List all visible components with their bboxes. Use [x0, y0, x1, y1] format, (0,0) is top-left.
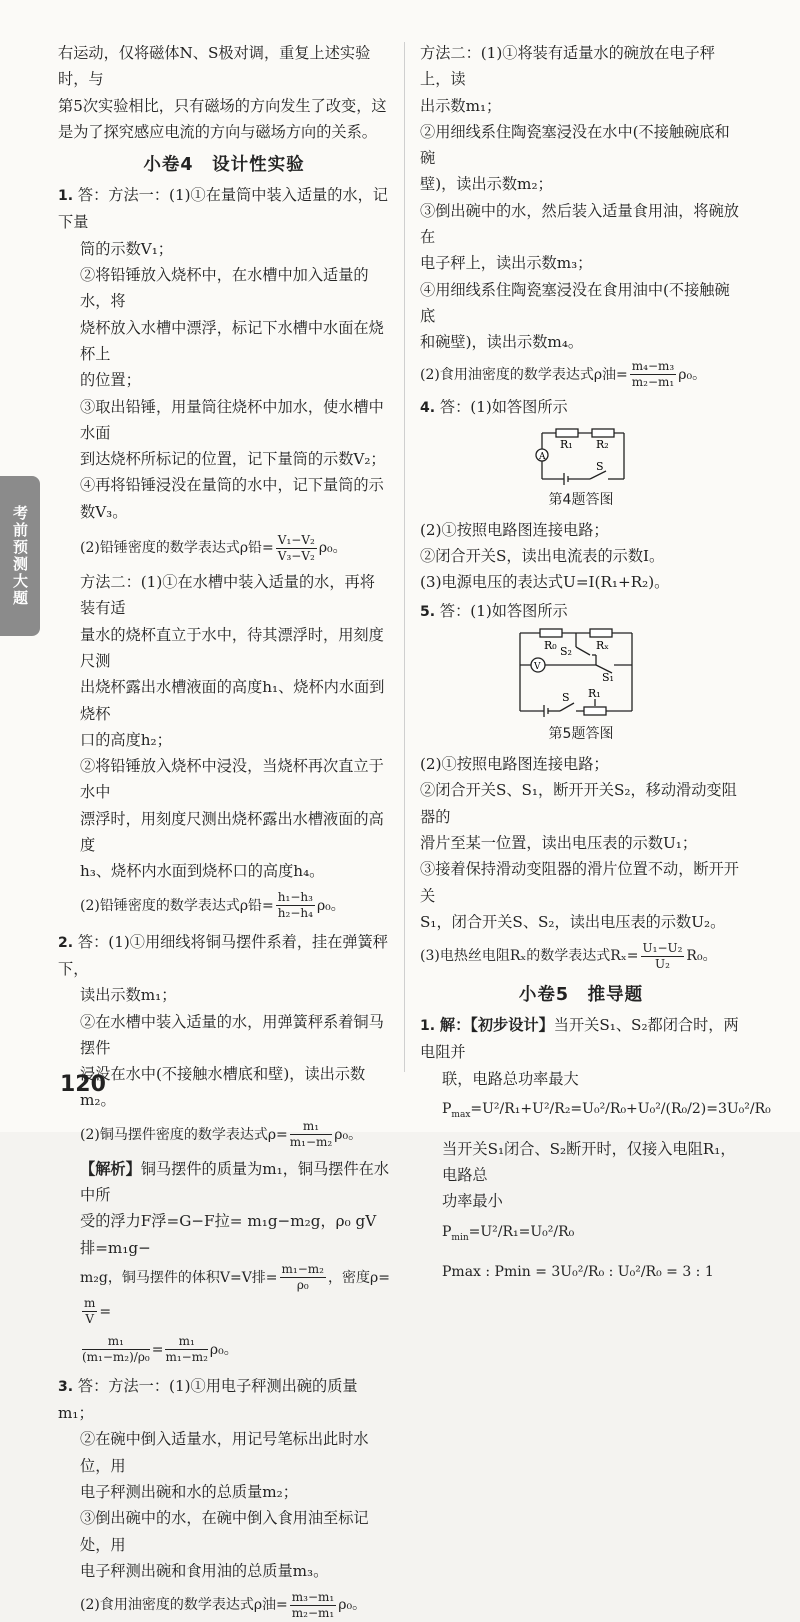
text-line: ③倒出碗中的水，在碗中倒入食用油至标记处，用 [80, 1509, 369, 1554]
text-line: 答：(1)如答图所示 [439, 601, 568, 620]
denominator: V₃−V₂ [277, 548, 315, 563]
text-line: h₃、烧杯内水面到烧杯口的高度h₄。 [80, 862, 325, 881]
question-3 [58, 1373, 390, 1622]
formula-prefix: (2)食用油密度的数学表达式ρ油= [80, 1597, 288, 1614]
side-tab: 考前预测大题 [0, 476, 40, 636]
formula-suffix: ρ₀。 [338, 1597, 367, 1614]
text-line: 右运动，仅将磁体N、S极对调，重复上述实验时，与 [58, 44, 371, 89]
text-line: ③取出铅锤，用量筒往烧杯中加水，使水槽中水面 [80, 397, 384, 442]
formula-suffix: ρ₀。 [334, 1126, 363, 1143]
formula-prefix: (3)电热丝电阻Rₓ的数学表达式Rₓ= [420, 948, 639, 965]
text-line: 功率最小 [442, 1192, 503, 1211]
switch-label: S [562, 691, 570, 705]
formula-text: = [99, 1303, 112, 1320]
right-column [420, 40, 771, 1289]
text-line: ④再将铅锤浸没在量筒的水中，记下量筒的示 [80, 476, 384, 495]
numerator: m₄−m₃ [631, 359, 675, 374]
formula [58, 1118, 390, 1152]
text-line: 电子秤上，读出示数m₃； [420, 254, 593, 273]
circuit-diagram-5 [420, 625, 742, 723]
fraction [276, 533, 317, 564]
text-line: (2)①按照电路图连接电路； [420, 520, 609, 539]
analysis-line [58, 1156, 390, 1209]
numerator: m₁ [82, 1334, 150, 1350]
formula-subscript: min [451, 1232, 469, 1243]
text-line: 数V₃。 [80, 502, 128, 521]
numerator: U₁−U₂ [642, 940, 683, 955]
fraction [641, 941, 685, 972]
text-line: 方法二：(1)①将装有适量水的碗放在电子秤上，读 [420, 44, 715, 89]
analysis-tag: 【解析】 [80, 1159, 141, 1178]
formula [420, 939, 742, 973]
switch-label: S [596, 459, 604, 473]
page-number: 120 [60, 1072, 106, 1097]
question-number: 4. [420, 399, 436, 416]
text-line: 联，电路总功率最大 [442, 1069, 579, 1088]
text-line: 漂浮时，用刻度尺测出烧杯露出水槽液面的高度 [80, 809, 384, 855]
left-column [58, 40, 390, 1622]
text-line: ②将铅锤放入烧杯中，在水槽中加入适量的水，将 [80, 266, 369, 311]
text-line: 电子秤测出碗和水的总质量m₂； [80, 1483, 298, 1502]
text-line: 浸没在水中(不接触水槽底和壁)，读出示数m₂。 [80, 1065, 366, 1110]
formula-prefix: (2)食用油密度的数学表达式ρ油= [420, 366, 628, 383]
text-line: 烧杯放入水槽中漂浮，标记下水槽中水面在烧杯上 [80, 318, 384, 363]
question-number: 3. [58, 1378, 74, 1395]
section-title-5: 小卷5 推导题 [518, 985, 644, 1006]
text-line: ④用细线系住陶瓷塞浸没在食用油中(不接触碗底 [420, 280, 730, 325]
fraction [280, 1262, 326, 1293]
formula [58, 889, 390, 923]
formula-suffix: ρ₀。 [318, 540, 347, 557]
denominator: m₁−m₂ [165, 1350, 208, 1365]
numerator: h₁−h₃ [277, 890, 313, 905]
text-line: ②在水槽中装入适量的水，用弹簧秤系着铜马摆件 [80, 1012, 384, 1057]
text-line: 答：方法一：(1)①用电子秤测出碗的质量m₁； [58, 1376, 358, 1423]
formula-pmax [420, 1092, 771, 1132]
formula-expression: =U²/R₁+U²/R₂=U₀²/R₀+U₀²/(R₀/2)=3U₀²/R₀ [470, 1101, 771, 1118]
text-line: 受的浮力F浮=G−F拉= m₁g−m₂g，ρ₀ gV排=m₁g− [80, 1212, 377, 1257]
solution-tag: 解：【初步设计】 [439, 1016, 554, 1035]
text-line: 壁)，读出示数m₂； [420, 175, 553, 194]
fraction [276, 890, 315, 921]
question-number: 5. [420, 603, 436, 620]
denominator: (m₁−m₂)/ρ₀ [82, 1350, 150, 1365]
text-line: ③倒出碗中的水，然后装入适量食用油，将碗放在 [420, 201, 739, 247]
section-title-4: 小卷4 设计性实验 [143, 155, 305, 176]
numerator: m₁ [165, 1334, 207, 1350]
text-line: ②用细线系住陶瓷塞浸没在水中(不接触碗底和碗 [420, 122, 730, 168]
fraction [290, 1590, 336, 1621]
formula-pmin [420, 1215, 742, 1255]
fraction [290, 1119, 332, 1150]
formula [58, 1333, 390, 1367]
text-line: 出示数m₁； [420, 96, 502, 115]
text-line: 是为了探究感应电流的方向与磁场方向的关系。 [58, 122, 377, 141]
text-line: ②闭合开关S，读出电流表的示数I。 [420, 547, 665, 566]
numerator: m₁ [290, 1119, 332, 1135]
formula-prefix: (2)铅锤密度的数学表达式ρ铅= [80, 540, 274, 557]
denominator: m₁−m₂ [289, 1135, 333, 1150]
text-line: ②在碗中倒入适量水，用记号笔标出此时水位，用 [80, 1430, 369, 1475]
ammeter-label: A [539, 451, 546, 462]
text-line: (2)①按照电路图连接电路； [420, 755, 609, 774]
formula-symbol: P [442, 1223, 452, 1240]
text-line: 和碗壁)，读出示数m₄。 [420, 333, 584, 352]
text-line: ③接着保持滑动变阻器的滑片位置不动，断开开关 [420, 860, 739, 905]
numerator: V₁−V₂ [277, 532, 315, 547]
denominator: h₂−h₄ [277, 906, 313, 921]
formula-ratio: Pmax : Pmin = 3U₀²/R₀ : U₀²/R₀ = 3 : 1 [442, 1263, 714, 1280]
formula-subscript: max [451, 1109, 471, 1120]
formula-suffix: ρ₀。 [678, 366, 707, 383]
text-line: 铜马摆件的质量为m₁，铜马摆件在水中所 [80, 1159, 390, 1204]
text-line: 电子秤测出碗和食用油的总质量m₃。 [80, 1561, 329, 1580]
formula [58, 1588, 390, 1622]
question-2 [58, 929, 390, 1367]
formula [420, 358, 742, 392]
voltmeter-label: V [534, 662, 541, 673]
figure-caption: 第5题答图 [548, 726, 614, 743]
text-line: ②将铅锤放入烧杯中浸没，当烧杯再次直立于水中 [80, 757, 384, 802]
text-line: 答：(1)①用细线将铜马摆件系着，挂在弹簧秤下， [58, 932, 388, 978]
denominator: m₂−m₁ [291, 1605, 335, 1620]
text-line: 的位置； [80, 371, 141, 390]
column-divider [404, 42, 405, 1072]
r1-label: R₁ [560, 437, 573, 451]
numerator: m₃−m₁ [291, 1589, 335, 1604]
formula-text: = [151, 1341, 164, 1358]
figure-caption: 第4题答图 [548, 491, 614, 508]
question-1 [58, 182, 390, 922]
r1-label: R₁ [588, 687, 601, 701]
r2-label: R₂ [596, 437, 609, 451]
denominator: ρ₀ [296, 1278, 309, 1293]
text-line: 当开关S₁、S₂都闭合时，两电阻并 [420, 1016, 739, 1062]
formula [58, 531, 390, 565]
formula-expression: =U²/R₁=U₀²/R₀ [468, 1223, 575, 1240]
s1-label: S₁ [602, 671, 614, 685]
question-6 [420, 1012, 771, 1288]
text-line: 方法二：(1)①在水槽中装入适量的水，再将装有适 [80, 573, 375, 618]
question-5 [420, 598, 742, 973]
question-number: 2. [58, 934, 74, 951]
question-number: 1. [58, 188, 74, 205]
fraction [165, 1334, 207, 1365]
text-line: 答：(1)如答图所示 [439, 397, 568, 416]
formula-suffix: ρ₀。 [209, 1341, 238, 1358]
s2-label: S₂ [560, 645, 572, 659]
rx-label: Rₓ [596, 639, 609, 653]
numerator: m [84, 1296, 96, 1311]
text-line: 第5次实验相比，只有磁场的方向发生了改变，这 [58, 96, 387, 115]
denominator: m₂−m₁ [631, 375, 675, 390]
formula-suffix: R₀。 [686, 948, 717, 965]
text-line: S₁，闭合开关S、S₂，读出电压表的示数U₂。 [420, 912, 726, 931]
text-line: 量水的烧杯直立于水中，待其漂浮时，用刻度尺测 [80, 625, 384, 670]
formula-prefix: (2)铜马摆件密度的数学表达式ρ= [80, 1126, 288, 1143]
formula-suffix: ρ₀。 [316, 897, 345, 914]
text-line: 滑片至某一位置，读出电压表的示数U₁； [420, 833, 698, 852]
text-line: 到达烧杯所标记的位置，记下量筒的示数V₂； [80, 450, 386, 469]
question-4 [420, 394, 742, 596]
text-line: 出烧杯露出水槽液面的高度h₁、烧杯内水面到烧杯 [80, 678, 385, 723]
fraction [82, 1334, 150, 1365]
text-line: ②闭合开关S、S₁，断开开关S₂，移动滑动变阻器的 [420, 781, 737, 826]
text-line: (3)电源电压的表达式U=I(R₁+R₂)。 [420, 573, 670, 592]
denominator: U₂ [655, 956, 670, 971]
fraction [630, 359, 676, 390]
circuit-diagram-4 [420, 421, 742, 489]
fraction [82, 1296, 97, 1327]
formula-text: ，密度ρ= [327, 1269, 390, 1286]
denominator: V [85, 1312, 95, 1327]
text-line: 当开关S₁闭合、S₂断开时，仅接入电阻R₁，电路总 [442, 1139, 736, 1185]
text-line: 筒的示数V₁； [80, 239, 173, 258]
r0-label: R₀ [544, 639, 557, 653]
question-number: 1. [420, 1018, 436, 1035]
formula [58, 1261, 390, 1329]
formula-symbol: P [442, 1101, 452, 1118]
text-line: 读出示数m₁； [80, 986, 177, 1005]
formula-prefix: m₂g，铜马摆件的体积V=V排= [80, 1269, 278, 1286]
text-line: 答：方法一：(1)①在量筒中装入适量的水，记下量 [58, 186, 388, 232]
text-line: 口的高度h₂； [80, 730, 172, 749]
formula-prefix: (2)铅锤密度的数学表达式ρ铅= [80, 897, 274, 914]
numerator: m₁−m₂ [281, 1262, 324, 1277]
